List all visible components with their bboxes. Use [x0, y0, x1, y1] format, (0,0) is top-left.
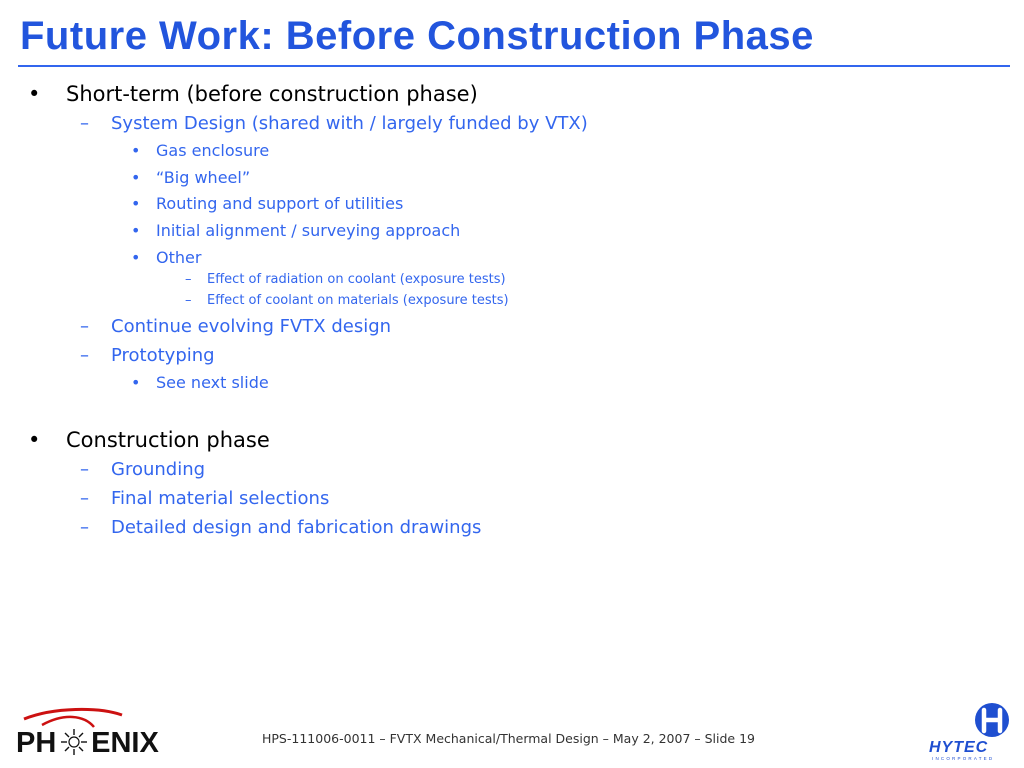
hytec-logo-icon [924, 702, 1016, 742]
bullet-system-design: System Design (shared with / largely funded by VTX) [111, 113, 588, 134]
bullet-design-drawings: Detailed design and fabrication drawings [111, 517, 482, 538]
dash-marker: – [80, 488, 89, 509]
bullet-gas-enclosure: Gas enclosure [156, 141, 270, 160]
bullet-coolant-materials: Effect of coolant on materials (exposure tests) [207, 293, 509, 308]
hytec-logo-text: HYTEC [929, 739, 989, 756]
bullet-fvtx-design: Continue evolving FVTX design [111, 316, 392, 337]
bullet-radiation-coolant: Effect of radiation on coolant (exposure tests) [207, 272, 506, 287]
phenix-logo-text: PH ENIX [16, 727, 159, 759]
slide-title: Future Work: Before Construction Phase [20, 14, 814, 58]
bullet-alignment: Initial alignment / surveying approach [156, 221, 461, 240]
bullet-marker: • [131, 194, 141, 213]
bullet-routing: Routing and support of utilities [156, 194, 404, 213]
slide-footer: HPS-111006-0011 – FVTX Mechanical/Thermal Design – May 2, 2007 – Slide 19 [262, 731, 755, 746]
bullet-marker: • [28, 428, 41, 452]
bullet-marker: • [131, 141, 141, 160]
hytec-logo [924, 702, 1016, 762]
bullet-marker: • [131, 221, 141, 240]
bullet-construction-phase: Construction phase [66, 428, 270, 452]
dash-marker: – [185, 272, 192, 287]
dash-marker: – [80, 113, 89, 134]
bullet-grounding: Grounding [111, 459, 206, 480]
hytec-logo-subtext: INCORPORATED [932, 756, 995, 761]
bullet-marker: • [131, 248, 141, 267]
phenix-logo [14, 705, 166, 763]
dash-marker: – [185, 293, 192, 308]
bullet-marker: • [131, 168, 141, 187]
bullet-material-selections: Final material selections [111, 488, 330, 509]
dash-marker: – [80, 316, 89, 337]
bullet-prototyping: Prototyping [111, 345, 215, 366]
dash-marker: – [80, 459, 89, 480]
bullet-marker: • [131, 373, 141, 392]
bullet-marker: • [28, 82, 41, 106]
bullet-see-next-slide: See next slide [156, 373, 269, 392]
bullet-other: Other [156, 248, 202, 267]
dash-marker: – [80, 517, 89, 538]
bullet-short-term: Short-term (before construction phase) [66, 82, 478, 106]
bullet-big-wheel: “Big wheel” [156, 168, 251, 187]
dash-marker: – [80, 345, 89, 366]
